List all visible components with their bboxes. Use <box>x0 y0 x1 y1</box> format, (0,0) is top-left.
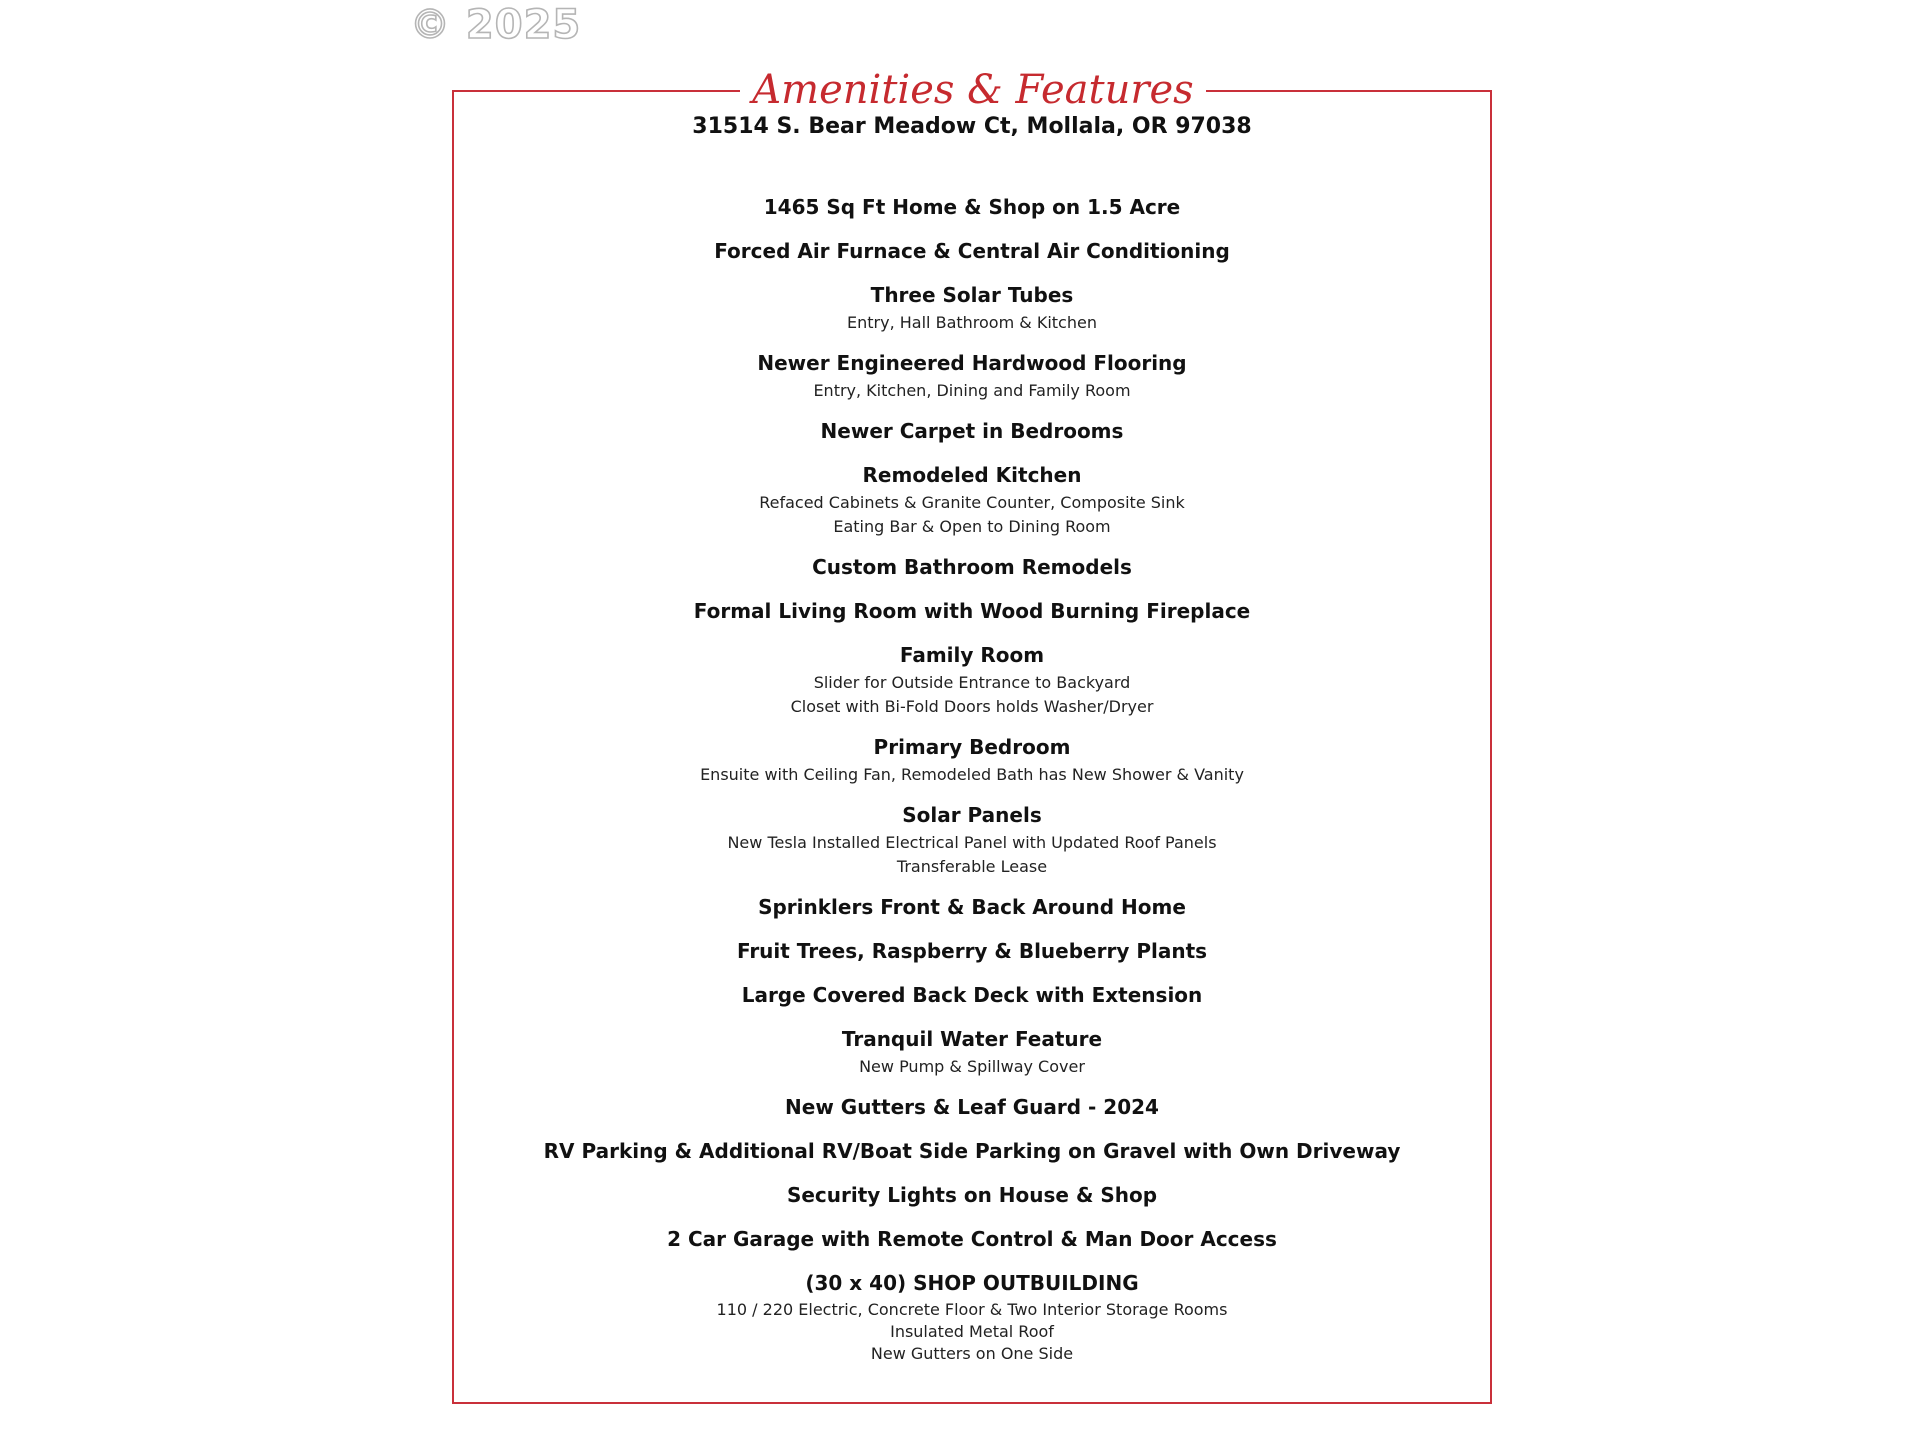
feature-title: (30 x 40) SHOP OUTBUILDING <box>805 1271 1139 1295</box>
feature-title: Tranquil Water Feature <box>841 1027 1103 1051</box>
feature-title: Security Lights on House & Shop <box>786 1183 1158 1207</box>
feature-title: Remodeled Kitchen <box>862 463 1082 487</box>
feature-item <box>452 280 1492 335</box>
feature-title: Solar Panels <box>902 803 1042 827</box>
feature-item <box>452 1136 1492 1167</box>
feature-title: Newer Engineered Hardwood Flooring <box>757 351 1187 375</box>
feature-item <box>452 416 1492 447</box>
feature-item <box>452 192 1492 223</box>
feature-title: Primary Bedroom <box>873 735 1071 759</box>
feature-item <box>452 348 1492 403</box>
feature-detail: Closet with Bi-Fold Doors holds Washer/Dryer <box>790 697 1154 716</box>
copyright-watermark: © 2025 <box>410 2 582 48</box>
feature-detail: Insulated Metal Roof <box>890 1322 1054 1341</box>
feature-detail: 110 / 220 Electric, Concrete Floor & Two Interior Storage Rooms <box>716 1300 1228 1319</box>
feature-item <box>452 1092 1492 1123</box>
feature-item <box>452 892 1492 923</box>
feature-title: Fruit Trees, Raspberry & Blueberry Plants <box>736 939 1208 963</box>
feature-detail: New Pump & Spillway Cover <box>859 1057 1085 1076</box>
feature-detail: Ensuite with Ceiling Fan, Remodeled Bath has New Shower & Vanity <box>700 765 1244 784</box>
feature-title: New Gutters & Leaf Guard - 2024 <box>785 1095 1159 1119</box>
feature-title: 1465 Sq Ft Home & Shop on 1.5 Acre <box>763 195 1181 219</box>
feature-detail: Eating Bar & Open to Dining Room <box>833 517 1111 536</box>
feature-item <box>452 1224 1492 1255</box>
page-title: Amenities & Features <box>740 62 1205 118</box>
feature-item <box>452 1180 1492 1211</box>
feature-item <box>452 980 1492 1011</box>
feature-detail: Refaced Cabinets & Granite Counter, Composite Sink <box>759 493 1185 512</box>
feature-title: Custom Bathroom Remodels <box>812 555 1132 579</box>
feature-title: Sprinklers Front & Back Around Home <box>758 895 1186 919</box>
feature-item <box>452 936 1492 967</box>
feature-detail: New Tesla Installed Electrical Panel with Updated Roof Panels <box>727 833 1217 852</box>
feature-item <box>452 552 1492 583</box>
feature-item <box>452 596 1492 627</box>
feature-list <box>452 192 1492 1378</box>
feature-title: Newer Carpet in Bedrooms <box>820 419 1124 443</box>
feature-item <box>452 640 1492 719</box>
feature-title: Formal Living Room with Wood Burning Fireplace <box>693 599 1251 623</box>
property-address: 31514 S. Bear Meadow Ct, Mollala, OR 97038 <box>692 114 1252 139</box>
feature-title: Large Covered Back Deck with Extension <box>741 983 1203 1007</box>
feature-item <box>452 1268 1492 1365</box>
feature-detail: Entry, Hall Bathroom & Kitchen <box>847 313 1097 332</box>
feature-title: Family Room <box>899 643 1045 667</box>
feature-detail: Slider for Outside Entrance to Backyard <box>813 673 1131 692</box>
feature-title: RV Parking & Additional RV/Boat Side Parking on Gravel with Own Driveway <box>543 1139 1401 1163</box>
feature-title: 2 Car Garage with Remote Control & Man Door Access <box>667 1227 1277 1251</box>
feature-item <box>452 460 1492 539</box>
feature-item <box>452 800 1492 879</box>
feature-item <box>452 732 1492 787</box>
feature-detail: Transferable Lease <box>896 857 1048 876</box>
feature-title: Three Solar Tubes <box>870 283 1074 307</box>
feature-detail: Entry, Kitchen, Dining and Family Room <box>813 381 1131 400</box>
feature-detail: New Gutters on One Side <box>870 1344 1074 1363</box>
feature-title: Forced Air Furnace & Central Air Conditioning <box>714 239 1230 263</box>
feature-item <box>452 236 1492 267</box>
feature-item <box>452 1024 1492 1079</box>
